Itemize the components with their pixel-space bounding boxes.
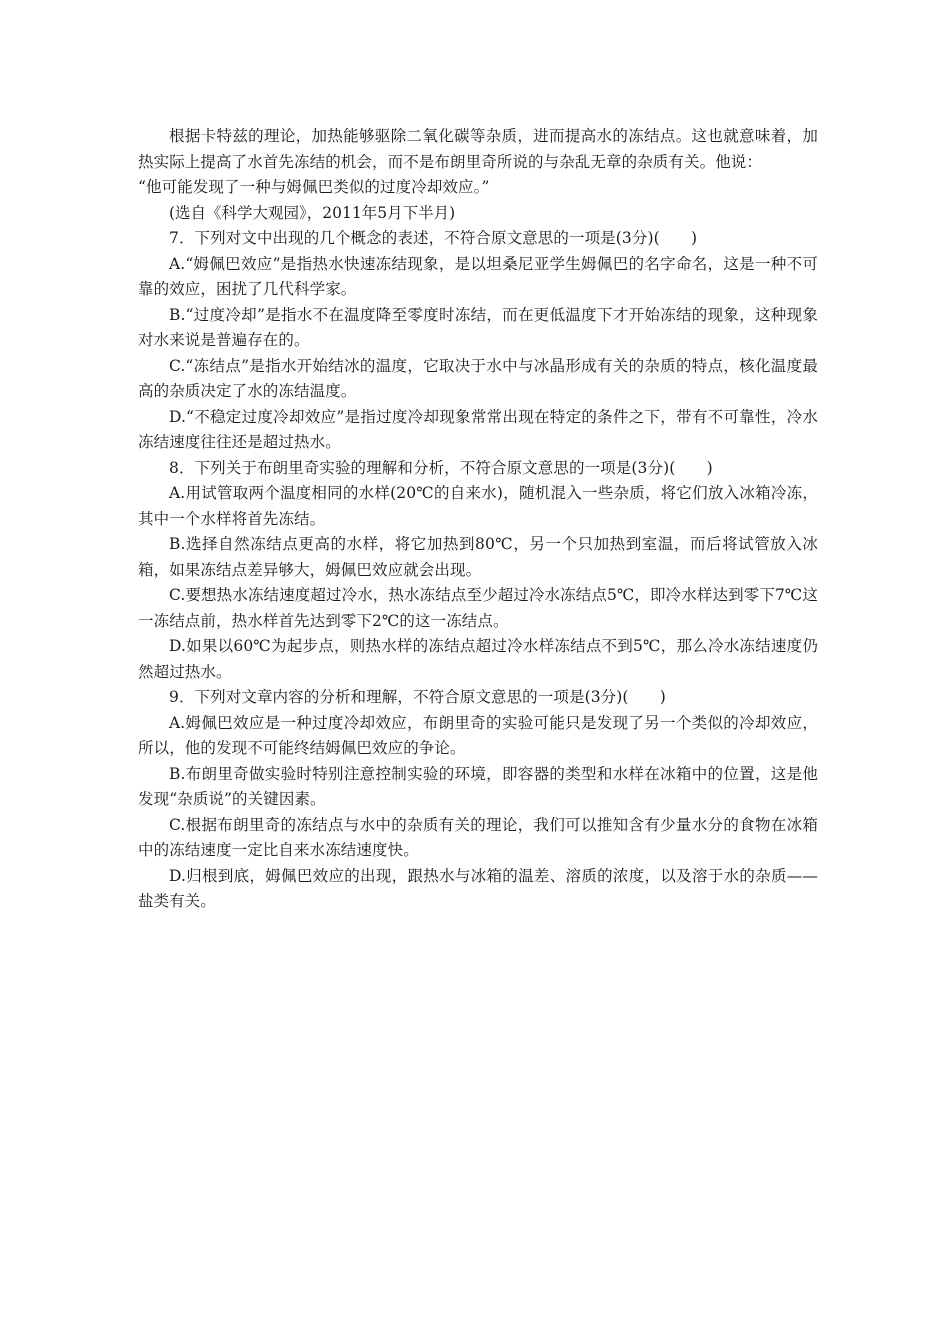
question-7-option-c: C.“冻结点”是指水开始结冰的温度，它取决于水中与冰晶形成有关的杂质的特点，核化温度最高的杂质决定了水的冻结温度。 — [138, 356, 818, 400]
question-9-option-a: A.姆佩巴效应是一种过度冷却效应，布朗里奇的实验可能只是发现了另一个类似的冷却效应，所以，他的发现不可能终结姆佩巴效应的争论。 — [138, 713, 818, 757]
question-9-option-b: B.布朗里奇做实验时特别注意控制实验的环境，即容器的类型和水样在冰箱中的位置，这是他发现“杂质说”的关键因素。 — [138, 764, 818, 808]
document-body — [138, 124, 818, 915]
question-7-stem: 7．下列对文中出现的几个概念的表述，不符合原文意思的一项是(3分)( ) — [169, 229, 698, 247]
question-7-option-a: A.“姆佩巴效应”是指热水快速冻结现象，是以坦桑尼亚学生姆佩巴的名字命名，这是一种不可靠的效应，困扰了几代科学家。 — [138, 254, 818, 298]
question-8-stem: 8．下列关于布朗里奇实验的理解和分析，不符合原文意思的一项是(3分)( ) — [169, 458, 713, 477]
question-8-option-b: B.选择自然冻结点更高的水样，将它加热到80℃，另一个只加热到室温，而后将试管放入冰箱，如果冻结点差异够大，姆佩巴效应就会出现。 — [138, 535, 818, 579]
question-8-option-c: C.要想热水冻结速度超过冷水，热水冻结点至少超过冷水冻结点5℃，即冷水样达到零下7℃这一冻结点前，热水样首先达到零下2℃的这一冻结点。 — [138, 586, 818, 630]
intro-paragraph: 根据卡特兹的理论，加热能够驱除二氧化碳等杂质，进而提高水的冻结点。这也就意味着，加热实际上提高了水首先冻结的机会，而不是布朗里奇所说的与杂乱无章的杂质有关。他说： — [138, 127, 818, 171]
source-citation: (选自《科学大观园》，2011年5月下半月) — [169, 203, 456, 222]
question-7-option-b: B.“过度冷却”是指水不在温度降至零度时冻结，而在更低温度下才开始冻结的现象，这种现象对水来说是普遍存在的。 — [138, 305, 818, 349]
question-9-option-d: D.归根到底，姆佩巴效应的出现，跟热水与冰箱的温差、溶质的浓度，以及溶于水的杂质——盐类有关。 — [138, 866, 818, 910]
question-9-option-c: C.根据布朗里奇的冻结点与水中的杂质有关的理论，我们可以推知含有少量水分的食物在冰箱中的冻结速度一定比自来水冻结速度快。 — [138, 815, 818, 859]
question-7-option-d: D.“不稳定过度冷却效应”是指过度冷却现象常常出现在特定的条件之下，带有不可靠性，冷水冻结速度往往还是超过热水。 — [138, 407, 818, 451]
quote-paragraph: “他可能发现了一种与姆佩巴类似的过度冷却效应。” — [138, 178, 490, 196]
question-8-option-d: D.如果以60℃为起步点，则热水样的冻结点超过冷水样冻结点不到5℃，那么冷水冻结速度仍然超过热水。 — [138, 637, 818, 681]
question-9-stem: 9．下列对文章内容的分析和理解，不符合原文意思的一项是(3分)( ) — [169, 688, 666, 706]
question-8-option-a: A.用试管取两个温度相同的水样(20℃的自来水)，随机混入一些杂质，将它们放入冰箱冷冻，其中一个水样将首先冻结。 — [138, 484, 818, 528]
